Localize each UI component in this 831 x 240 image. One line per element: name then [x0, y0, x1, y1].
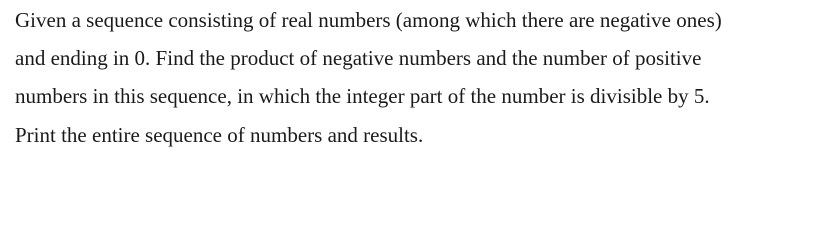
paragraph-line-2: and ending in 0. Find the product of negative numbers and the number of positive — [15, 46, 702, 70]
paragraph-line-1: Given a sequence consisting of real numbers (among which there are negative ones) — [15, 8, 722, 32]
paragraph-line-3: numbers in this sequence, in which the integer part of the number is divisible by 5. — [15, 84, 710, 108]
paragraph-line-4: Print the entire sequence of numbers and results. — [15, 123, 424, 147]
